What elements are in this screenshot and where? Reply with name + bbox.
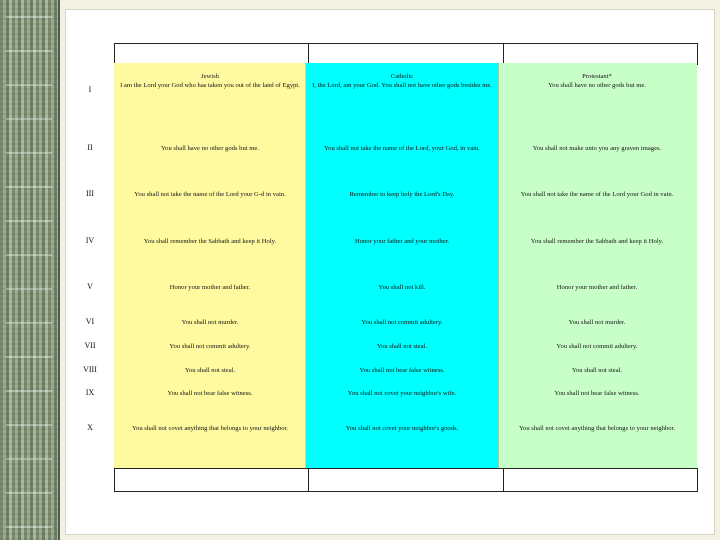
catholic-cell bbox=[307, 72, 497, 90]
table-footer-row bbox=[114, 468, 698, 492]
protestant-cell: You shall not bear false witness. bbox=[554, 390, 640, 397]
table-header-row bbox=[114, 43, 698, 65]
protestant-cell: Honor your mother and father. bbox=[556, 284, 638, 291]
jewish-cell: You shall not covet anything that belongs to your neighbor. bbox=[131, 425, 289, 432]
row-number: V bbox=[87, 282, 93, 291]
jewish-cell: You shall not commit adultery. bbox=[169, 343, 251, 350]
row-number: II bbox=[87, 143, 93, 152]
row-number: I bbox=[88, 85, 92, 94]
row-number: VIII bbox=[83, 365, 97, 374]
jewish-heading: Jewish bbox=[201, 73, 219, 80]
row-number: IV bbox=[85, 236, 95, 245]
jewish-cell: You shall not take the name of the Lord your G-d in vain. bbox=[134, 191, 286, 198]
protestant-text: You shall have no other gods but me. bbox=[548, 82, 646, 89]
jewish-cell: You shall have no other gods but me. bbox=[161, 145, 259, 152]
notebook-binding bbox=[0, 0, 60, 540]
row-number: VI bbox=[85, 317, 95, 326]
protestant-cell: You shall not make unto you any graven images. bbox=[532, 145, 662, 152]
jewish-cell bbox=[116, 72, 304, 90]
row-number: IX bbox=[85, 388, 95, 397]
jewish-cell: You shall not bear false witness. bbox=[167, 390, 253, 397]
catholic-cell: You shall not bear false witness. bbox=[359, 367, 445, 374]
slide bbox=[66, 10, 714, 534]
catholic-column bbox=[305, 63, 499, 468]
catholic-cell: You shall not steal. bbox=[376, 343, 428, 350]
jewish-cell: You shall remember the Sabbath and keep it Holy. bbox=[143, 238, 277, 245]
jewish-column bbox=[114, 63, 305, 468]
catholic-cell: You shall not kill. bbox=[378, 284, 426, 291]
catholic-cell: You shall not take the name of the Lord, your God, in vain. bbox=[324, 145, 480, 152]
jewish-cell: You shall not steal. bbox=[184, 367, 236, 374]
protestant-cell bbox=[500, 72, 694, 90]
binding-rings bbox=[6, 0, 52, 540]
protestant-cell: You shall remember the Sabbath and keep it Holy. bbox=[530, 238, 664, 245]
catholic-cell: You shall not covet your neighbor's goods. bbox=[345, 425, 459, 432]
row-number: III bbox=[86, 189, 94, 198]
catholic-heading: Catholic bbox=[390, 73, 414, 80]
catholic-text: I, the Lord, am your God. You shall not have other gods besides me. bbox=[312, 82, 492, 89]
jewish-cell: You shall not murder. bbox=[181, 319, 239, 326]
catholic-cell: You shall not commit adultery. bbox=[361, 319, 443, 326]
catholic-cell: You shall not covet your neighbor's wife. bbox=[347, 390, 457, 397]
protestant-column bbox=[498, 63, 697, 468]
jewish-cell: Honor your mother and father. bbox=[169, 284, 251, 291]
jewish-text: I am the Lord your God who has taken you out of the land of Egypt. bbox=[120, 82, 300, 89]
protestant-cell: You shall not covet anything that belongs to your neighbor. bbox=[518, 425, 676, 432]
protestant-cell: You shall not steal. bbox=[571, 367, 623, 374]
catholic-cell: Remember to keep holy the Lord's Day. bbox=[349, 191, 455, 198]
protestant-cell: You shall not commit adultery. bbox=[556, 343, 638, 350]
catholic-cell: Honor your father and your mother. bbox=[354, 238, 450, 245]
row-number: VII bbox=[84, 341, 96, 350]
protestant-cell: You shall not murder. bbox=[568, 319, 626, 326]
protestant-cell: You shall not take the name of the Lord your God in vain. bbox=[520, 191, 674, 198]
protestant-heading: Protestant* bbox=[582, 73, 612, 80]
row-number: X bbox=[87, 423, 93, 432]
